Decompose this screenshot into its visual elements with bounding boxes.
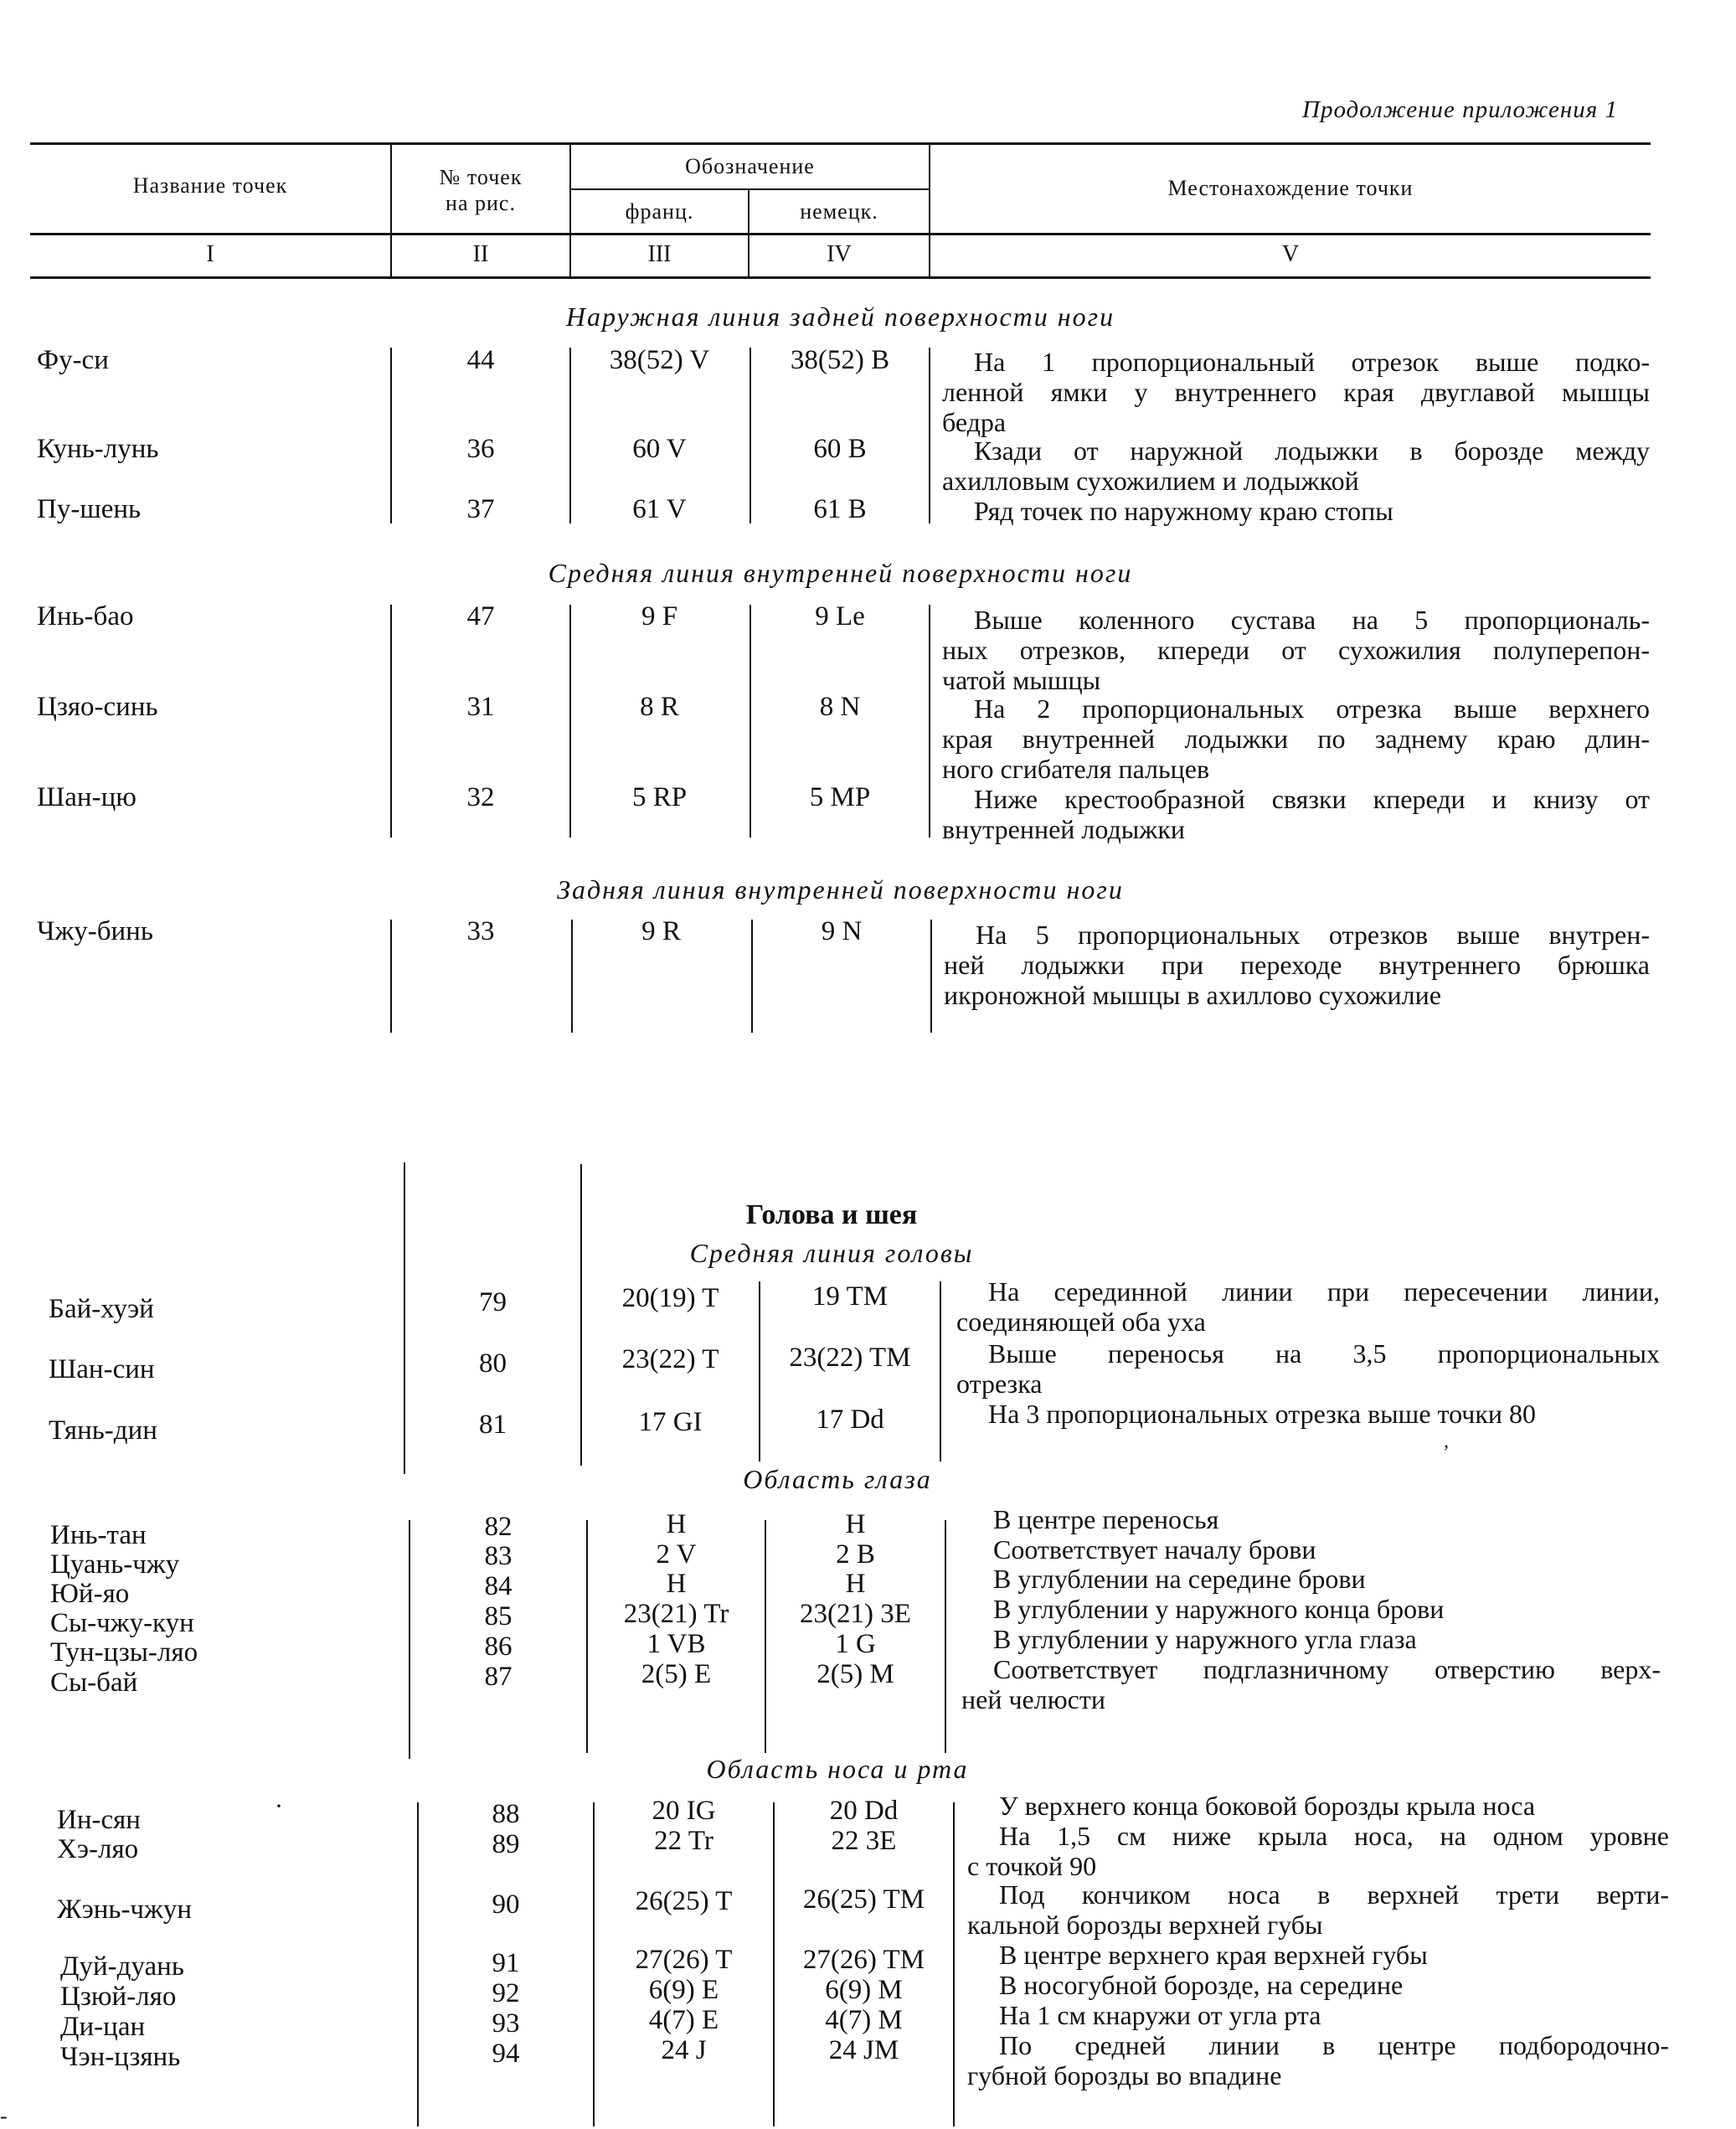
header-bottom-rule xyxy=(30,276,1651,279)
point-name: Бай-хуэй xyxy=(49,1294,154,1324)
french-code: 23(22) T xyxy=(621,1344,719,1374)
point-location: В центре переносья xyxy=(993,1504,1219,1534)
point-location: Соответствует началу брови xyxy=(993,1534,1316,1565)
point-name: Цуань-чжу xyxy=(50,1549,180,1580)
french-code: H xyxy=(666,1569,687,1599)
french-code: 17 GI xyxy=(638,1407,703,1437)
point-name: Цзяо-синь xyxy=(37,692,158,722)
point-name: Сы-бай xyxy=(50,1668,138,1698)
german-code: 17 Dd xyxy=(816,1405,884,1435)
point-name: Юй-яо xyxy=(50,1579,130,1609)
german-code: 38(52) B xyxy=(790,345,890,375)
point-name: Жэнь-чжун xyxy=(57,1894,192,1925)
point-location: В углублении у наружного угла глаза xyxy=(993,1624,1417,1654)
point-name: Пу-шень xyxy=(37,494,142,524)
german-code: 2(5) M xyxy=(816,1659,894,1689)
french-code: 4(7) E xyxy=(648,2005,719,2035)
point-number: 44 xyxy=(466,345,495,375)
point-number: 87 xyxy=(484,1662,513,1692)
point-location: У верхнего конца боковой борозды крыла носа xyxy=(999,1791,1536,1821)
french-code: 6(9) E xyxy=(648,1975,719,2005)
german-code: 23(22) TM xyxy=(789,1343,911,1373)
col-name-header: Название точек xyxy=(132,173,288,198)
col-french-header: франц. xyxy=(625,199,694,224)
point-number: 80 xyxy=(479,1348,507,1379)
continuation-caption: Продолжение приложения 1 xyxy=(1302,96,1618,123)
point-number: 93 xyxy=(492,2008,520,2039)
point-number: 31 xyxy=(466,692,495,722)
point-location: Кзади от наружной лодыжки в борозде между ахилловым сухожилием и лодыжкой xyxy=(942,436,1650,496)
b4-divider-4 xyxy=(940,1281,941,1461)
point-number: 90 xyxy=(492,1889,520,1920)
point-number: 82 xyxy=(484,1512,513,1542)
col-designation-header: Обозначение xyxy=(685,154,815,178)
german-code: 1 G xyxy=(835,1629,876,1659)
col-location-header: Местонахождение точки xyxy=(1167,176,1414,200)
point-name: Чжу-бинь xyxy=(37,916,153,946)
german-code: 26(25) TM xyxy=(802,1884,925,1915)
roman-ii: II xyxy=(472,241,489,267)
section-back-line-inner-leg: Задняя линия внутренней поверхности ноги xyxy=(557,874,1124,905)
point-name: Чэн-цзянь xyxy=(60,2042,181,2072)
german-code: 6(9) M xyxy=(825,1975,903,2005)
point-number: 94 xyxy=(492,2039,520,2069)
point-number: 79 xyxy=(479,1287,507,1317)
point-location: Выше переносья на 3,5 пропорциональных отрезка xyxy=(956,1338,1660,1399)
point-location: На серединной линии при пересечении линии, соединяющей оба уха xyxy=(956,1276,1660,1337)
french-code: 24 J xyxy=(661,2035,707,2065)
french-code: 27(26) T xyxy=(635,1945,733,1975)
point-location: В углублении на середине брови xyxy=(993,1564,1366,1594)
point-number: 81 xyxy=(479,1410,507,1440)
roman-iii: III xyxy=(647,241,672,267)
point-location: По средней линии в центре подбородочно- губной борозды во впадине xyxy=(967,2030,1669,2090)
french-code: 5 RP xyxy=(631,782,688,812)
french-code: 38(52) V xyxy=(609,345,710,375)
german-code: 5 MP xyxy=(809,782,871,812)
section-head-neck: Голова и шея xyxy=(745,1199,918,1230)
point-location: На 3 пропорциональных отрезка выше точки 80 xyxy=(988,1399,1537,1429)
point-name: Ди-цан xyxy=(60,2012,146,2042)
b3-divider-4 xyxy=(930,920,932,1033)
point-location: Ряд точек по наружному краю стопы xyxy=(974,496,1393,526)
french-code: 22 Tr xyxy=(654,1826,713,1856)
point-number: 47 xyxy=(466,601,495,631)
point-location: На 1 пропорциональный отрезок выше подко- ленной ямки у внутреннего края двуглавой мышцы бедра xyxy=(942,347,1650,437)
section-eye-area: Область глаза xyxy=(743,1464,932,1494)
french-code: 2(5) E xyxy=(641,1659,712,1689)
point-location: Соответствует подглазничному отверстию верх- ней челюсти xyxy=(961,1654,1661,1714)
german-code: 61 B xyxy=(813,494,867,524)
point-location: На 2 пропорциональных отрезка выше верхнего края внутренней лодыжки по заднему краю длин- ного сгибателя пальцев xyxy=(942,693,1650,784)
roman-v: V xyxy=(1281,241,1300,267)
french-code: 60 V xyxy=(632,434,687,464)
point-location: Выше коленного сустава на 5 пропорциональ- ных отрезков, кпереди от сухожилия полуперепон- чатой мышцы xyxy=(942,605,1650,695)
german-code: 22 3E xyxy=(831,1826,897,1856)
french-code: 61 V xyxy=(632,494,687,524)
german-code: 19 TM xyxy=(811,1281,889,1312)
point-name: Шан-син xyxy=(49,1354,155,1384)
german-code: 9 N xyxy=(821,916,863,946)
point-name: Хэ-ляо xyxy=(57,1834,139,1864)
german-code: 8 N xyxy=(819,692,861,722)
point-number: 84 xyxy=(484,1571,513,1601)
col-german-header: немецк. xyxy=(800,199,878,224)
point-location: В носогубной борозде, на середине xyxy=(999,1970,1404,2000)
point-number: 91 xyxy=(492,1948,520,1978)
point-number: 32 xyxy=(466,782,495,812)
section-outer-line-back-leg: Наружная линия задней поверхности ноги xyxy=(565,302,1115,332)
section-middle-line-head: Средняя линия головы xyxy=(689,1238,974,1268)
point-name: Инь-тан xyxy=(50,1520,147,1550)
german-code: 23(21) 3E xyxy=(800,1599,911,1629)
b5-divider-4 xyxy=(945,1520,946,1753)
german-code: 9 Le xyxy=(815,601,865,631)
german-code: 60 B xyxy=(813,434,867,464)
point-name: Фу-си xyxy=(37,345,109,375)
stray-dot: · xyxy=(275,1792,283,1820)
german-code: 2 B xyxy=(836,1539,875,1570)
point-number: 37 xyxy=(466,494,495,524)
point-name: Инь-бао xyxy=(37,601,134,631)
point-name: Ин-сян xyxy=(57,1805,141,1835)
point-number: 92 xyxy=(492,1978,520,2008)
french-code: 20(19) T xyxy=(621,1283,719,1313)
section-middle-line-inner-leg: Средняя линия внутренней поверхности ноги xyxy=(548,558,1133,588)
roman-iv: IV xyxy=(827,241,852,267)
german-code: 20 Dd xyxy=(829,1796,899,1826)
german-code: 27(26) TM xyxy=(802,1945,925,1975)
french-code: 9 F xyxy=(641,601,678,631)
german-code: H xyxy=(845,1569,866,1599)
french-code: 8 R xyxy=(640,692,679,722)
point-number: 89 xyxy=(492,1829,520,1859)
french-code: 9 R xyxy=(641,916,681,946)
point-number: 88 xyxy=(492,1799,520,1829)
french-code: H xyxy=(666,1509,687,1539)
point-location: На 5 пропорциональных отрезков выше внутрен- ней лодыжки при переходе внутреннего брюшка икроножной мышцы в ахиллово сухожилие xyxy=(944,920,1650,1010)
point-location: Ниже крестообразной связки кпереди и книзу от внутренней лодыжки xyxy=(942,784,1650,844)
header-top-rule xyxy=(30,142,1651,145)
point-number: 83 xyxy=(484,1541,513,1571)
point-name: Шан-цю xyxy=(37,782,137,812)
point-name: Дуй-дуань xyxy=(60,1951,184,1982)
header-mid-rule xyxy=(30,233,1651,235)
roman-i: I xyxy=(206,241,214,267)
point-location: В центре верхнего края верхней губы xyxy=(999,1940,1428,1970)
french-code: 23(21) Tr xyxy=(623,1599,729,1629)
page-corner-mark: ‐ xyxy=(0,2104,8,2128)
point-name: Сы-чжу-кун xyxy=(50,1608,194,1638)
french-code: 1 VB xyxy=(646,1629,706,1659)
section-nose-mouth-area: Область носа и рта xyxy=(706,1754,969,1784)
point-number: 33 xyxy=(466,916,495,946)
point-location: На 1,5 см ниже крыла носа, на одном уровне с точкой 90 xyxy=(967,1821,1669,1881)
col-number-header-line1: № точек xyxy=(439,165,523,189)
point-location: Под кончиком носа в верхней трети верти- кальной борозды верхней губы xyxy=(967,1879,1669,1940)
point-name: Тун-цзы-ляо xyxy=(50,1637,198,1668)
stray-mark: , xyxy=(1444,1431,1449,1452)
b2-divider-4 xyxy=(929,605,930,838)
french-code: 26(25) T xyxy=(635,1886,733,1916)
point-location: В углублении у наружного конца брови xyxy=(993,1594,1445,1624)
point-location: На 1 см кнаружи от угла рта xyxy=(999,2000,1321,2030)
german-code: 24 JM xyxy=(828,2035,899,2065)
german-code: 4(7) M xyxy=(825,2005,903,2035)
point-name: Тянь-дин xyxy=(49,1415,157,1446)
b1-divider-4 xyxy=(929,348,930,523)
b6-divider-4 xyxy=(953,1802,955,2126)
point-number: 36 xyxy=(466,434,495,464)
french-code: 20 IG xyxy=(652,1796,716,1826)
point-number: 86 xyxy=(484,1632,513,1662)
french-code: 2 V xyxy=(656,1539,697,1570)
point-number: 85 xyxy=(484,1601,513,1632)
header-sub-rule xyxy=(569,188,930,190)
point-name: Цзюй-ляо xyxy=(60,1982,177,2012)
point-name: Кунь-лунь xyxy=(37,434,159,464)
col-number-header-line2: на рис. xyxy=(446,191,516,215)
german-code: H xyxy=(845,1509,866,1539)
